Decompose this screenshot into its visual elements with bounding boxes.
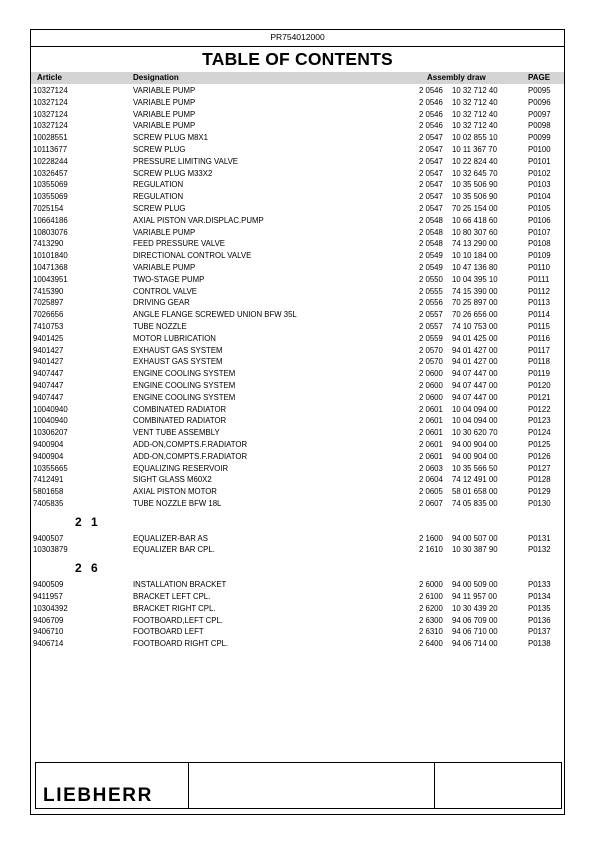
article-cell: 9401425 (33, 333, 64, 343)
article-cell: 7405835 (33, 498, 64, 508)
page-cell: P0105 (528, 203, 551, 213)
assembly-cell: 2 6400 (419, 639, 443, 649)
assembly-cell: 2 0546 (419, 86, 443, 95)
designation-cell: TWO-STAGE PUMP (133, 274, 205, 284)
assembly-cell: 2 0556 (419, 298, 443, 308)
page-cell: P0095 (528, 86, 551, 95)
footer-divider (434, 763, 435, 808)
page-cell: P0127 (528, 463, 551, 473)
page-cell: P0113 (528, 298, 550, 308)
page-cell: P0126 (528, 451, 551, 461)
article-cell: 9406714 (33, 639, 64, 649)
assembly-cell: 2 0548 (419, 215, 443, 225)
table-row (0, 191, 595, 203)
page-cell: P0111 (528, 274, 550, 284)
table-row (0, 603, 595, 615)
page-cell: P0115 (528, 321, 550, 331)
page-cell: P0106 (528, 215, 551, 225)
page-cell: P0099 (528, 133, 551, 143)
article-cell: 10303879 (33, 545, 68, 555)
table-row (0, 203, 595, 215)
page-cell: P0097 (528, 109, 551, 119)
article-cell: 10228244 (33, 156, 68, 166)
drawing-number-cell: 70 25 154 00 (452, 203, 498, 213)
assembly-cell: 2 0603 (419, 463, 443, 473)
table-row (0, 404, 595, 416)
designation-cell: SCREW PLUG M8X1 (133, 133, 208, 143)
table-row (0, 262, 595, 274)
page-cell: P0124 (528, 428, 551, 438)
page-cell: P0114 (528, 310, 550, 320)
drawing-number-cell: 58 01 658 00 (452, 487, 498, 497)
table-row (0, 579, 595, 591)
designation-cell: FOOTBOARD,LEFT CPL. (133, 615, 223, 625)
article-cell: 10327124 (33, 97, 68, 107)
page-cell: P0129 (528, 487, 551, 497)
drawing-number-cell: 10 04 094 00 (452, 416, 498, 426)
drawing-number-cell: 70 25 897 00 (452, 298, 498, 308)
drawing-number-cell: 94 00 904 00 (452, 439, 498, 449)
designation-cell: ANGLE FLANGE SCREWED UNION BFW 35L (133, 310, 297, 320)
page-cell: P0117 (528, 345, 550, 355)
drawing-number-cell: 10 22 824 40 (452, 156, 498, 166)
section-heading (0, 556, 595, 574)
page-cell: P0109 (528, 251, 551, 261)
assembly-cell: 2 0547 (419, 133, 443, 143)
table-row (0, 626, 595, 638)
drawing-number-cell: 10 04 094 00 (452, 404, 498, 414)
article-cell: 9401427 (33, 357, 64, 367)
drawing-number-cell: 74 13 290 00 (452, 239, 498, 249)
article-cell: 7413290 (33, 239, 64, 249)
article-cell: 7410753 (33, 321, 64, 331)
article-cell: 9407447 (33, 369, 64, 379)
article-cell: 10803076 (33, 227, 68, 237)
drawing-number-cell: 74 15 390 00 (452, 286, 498, 296)
assembly-cell: 2 0570 (419, 345, 443, 355)
drawing-number-cell: 94 06 714 00 (452, 639, 498, 649)
assembly-cell: 2 0547 (419, 203, 443, 213)
page-cell: P0119 (528, 369, 550, 379)
page-cell: P0128 (528, 475, 551, 485)
drawing-number-cell: 94 07 447 00 (452, 392, 498, 402)
table-row (0, 144, 595, 156)
header-designation: Designation (133, 73, 179, 82)
table-row (0, 120, 595, 132)
article-cell: 7412491 (33, 475, 64, 485)
table-row (0, 132, 595, 144)
designation-cell: ADD-ON,COMPTS.F.RADIATOR (133, 439, 248, 449)
assembly-cell: 2 0600 (419, 369, 443, 379)
page-cell: P0110 (528, 262, 550, 272)
table-row (0, 368, 595, 380)
drawing-number-cell: 10 35 506 90 (452, 192, 498, 202)
article-cell: 10327124 (33, 121, 68, 131)
drawing-number-cell: 94 01 427 00 (452, 357, 498, 367)
designation-cell: EQUALIZER BAR CPL. (133, 545, 215, 555)
assembly-cell: 2 0555 (419, 286, 443, 296)
drawing-number-cell: 74 05 835 00 (452, 498, 498, 508)
drawing-number-cell: 10 32 712 40 (452, 109, 498, 119)
designation-cell: AXIAL PISTON MOTOR (133, 487, 217, 497)
page-cell: P0123 (528, 416, 551, 426)
table-row (0, 392, 595, 404)
drawing-number-cell: 94 01 425 00 (452, 333, 498, 343)
page-cell: P0116 (528, 333, 550, 343)
page-cell: P0112 (528, 286, 550, 296)
table-row (0, 309, 595, 321)
assembly-cell: 2 0607 (419, 498, 443, 508)
designation-cell: COMBINATED RADIATOR (133, 404, 227, 414)
assembly-cell: 2 0549 (419, 251, 443, 261)
table-row (0, 356, 595, 368)
drawing-number-cell: 10 32 712 40 (452, 86, 498, 95)
drawing-number-cell: 10 66 418 60 (452, 215, 498, 225)
article-cell: 9406709 (33, 615, 64, 625)
assembly-cell: 2 0604 (419, 475, 443, 485)
article-cell: 10664186 (33, 215, 68, 225)
article-cell: 10327124 (33, 109, 68, 119)
assembly-cell: 2 6310 (419, 627, 443, 637)
designation-cell: VARIABLE PUMP (133, 86, 196, 95)
page-cell: P0102 (528, 168, 551, 178)
assembly-cell: 2 0548 (419, 239, 443, 249)
assembly-cell: 2 6300 (419, 615, 443, 625)
article-cell: 10040940 (33, 416, 68, 426)
article-cell: 9407447 (33, 392, 64, 402)
article-cell: 7025154 (33, 203, 64, 213)
table-row (0, 615, 595, 627)
table-row (0, 321, 595, 333)
page-cell: P0134 (528, 592, 551, 602)
assembly-cell: 2 0600 (419, 392, 443, 402)
drawing-number-cell: 94 11 957 00 (452, 592, 497, 602)
table-row (0, 286, 595, 298)
designation-cell: SCREW PLUG (133, 203, 186, 213)
designation-cell: VARIABLE PUMP (133, 227, 196, 237)
designation-cell: ENGINE COOLING SYSTEM (133, 369, 236, 379)
designation-cell: FOOTBOARD LEFT (133, 627, 204, 637)
drawing-number-cell: 10 04 395 10 (452, 274, 498, 284)
table-row (0, 498, 595, 510)
article-cell: 9406710 (33, 627, 64, 637)
drawing-number-cell: 94 06 709 00 (452, 615, 498, 625)
table-row (0, 439, 595, 451)
table-row (0, 486, 595, 498)
page-cell: P0121 (528, 392, 551, 402)
assembly-cell: 2 0601 (419, 404, 443, 414)
drawing-number-cell: 10 35 566 50 (452, 463, 498, 473)
designation-cell: MOTOR LUBRICATION (133, 333, 216, 343)
table-header (31, 72, 564, 84)
assembly-cell: 2 0546 (419, 97, 443, 107)
designation-cell: REGULATION (133, 192, 184, 202)
page-cell: P0100 (528, 144, 551, 154)
designation-cell: CONTROL VALVE (133, 286, 197, 296)
assembly-cell: 2 0547 (419, 156, 443, 166)
page-cell: P0098 (528, 121, 551, 131)
article-cell: 10113677 (33, 144, 68, 154)
article-cell: 9400904 (33, 451, 64, 461)
page-cell: P0103 (528, 180, 551, 190)
designation-cell: ENGINE COOLING SYSTEM (133, 380, 236, 390)
table-row (0, 215, 595, 227)
drawing-number-cell: 10 02 855 10 (452, 133, 498, 143)
page-title: TABLE OF CONTENTS (202, 49, 393, 69)
drawing-number-cell: 10 32 712 40 (452, 121, 498, 131)
article-cell: 9411957 (33, 592, 63, 602)
page-cell: P0120 (528, 380, 551, 390)
drawing-number-cell: 74 12 491 00 (452, 475, 498, 485)
drawing-number-cell: 70 26 656 00 (452, 310, 498, 320)
table-row (0, 85, 595, 97)
article-cell: 10028551 (33, 133, 68, 143)
table-row (0, 333, 595, 345)
drawing-number-cell: 94 00 904 00 (452, 451, 498, 461)
assembly-cell: 2 0557 (419, 321, 443, 331)
table-row (0, 156, 595, 168)
page-cell: P0101 (528, 156, 551, 166)
designation-cell: FEED PRESSURE VALVE (133, 239, 226, 249)
assembly-cell: 2 0605 (419, 487, 443, 497)
designation-cell: COMBINATED RADIATOR (133, 416, 227, 426)
designation-cell: AXIAL PISTON VAR.DISPLAC.PUMP (133, 215, 264, 225)
designation-cell: SIGHT GLASS M60X2 (133, 475, 212, 485)
assembly-cell: 2 0559 (419, 333, 443, 343)
article-cell: 10471368 (33, 262, 68, 272)
drawing-number-cell: 94 01 427 00 (452, 345, 498, 355)
designation-cell: BRACKET LEFT CPL. (133, 592, 211, 602)
header-article: Article (37, 73, 62, 82)
drawing-number-cell: 10 35 506 90 (452, 180, 498, 190)
drawing-number-cell: 10 80 307 60 (452, 227, 498, 237)
assembly-cell: 2 0547 (419, 168, 443, 178)
designation-cell: DIRECTIONAL CONTROL VALVE (133, 251, 252, 261)
article-cell: 9400507 (33, 533, 64, 543)
article-cell: 7025897 (33, 298, 64, 308)
row-group-c (0, 579, 595, 650)
designation-cell: SCREW PLUG (133, 144, 186, 154)
drawing-number-cell: 10 10 184 00 (452, 251, 498, 261)
drawing-number-cell: 94 00 509 00 (452, 580, 498, 590)
article-cell: 10306207 (33, 428, 68, 438)
designation-cell: VENT TUBE ASSEMBLY (133, 428, 220, 438)
footer-block (35, 762, 562, 809)
section-label: 2 6 (75, 561, 101, 576)
assembly-cell: 2 0546 (419, 121, 443, 131)
drawing-number-cell: 10 32 645 70 (452, 168, 498, 178)
table-row (0, 97, 595, 109)
article-cell: 10355069 (33, 192, 68, 202)
table-row (0, 474, 595, 486)
page-cell: P0130 (528, 498, 551, 508)
article-cell: 7026656 (33, 310, 64, 320)
article-cell: 10304392 (33, 603, 68, 613)
assembly-cell: 2 0550 (419, 274, 443, 284)
article-cell: 10101840 (33, 251, 68, 261)
table-row (0, 463, 595, 475)
article-cell: 9400904 (33, 439, 64, 449)
designation-cell: DRIVING GEAR (133, 298, 190, 308)
article-cell: 10043951 (33, 274, 68, 284)
designation-cell: EXHAUST GAS SYSTEM (133, 357, 223, 367)
document-id: PR754012000 (270, 32, 325, 42)
row-group-b (0, 533, 595, 557)
row-group-a (0, 85, 595, 510)
page-cell: P0125 (528, 439, 551, 449)
table-row (0, 227, 595, 239)
assembly-cell: 2 0547 (419, 144, 443, 154)
designation-cell: VARIABLE PUMP (133, 109, 196, 119)
page-cell: P0118 (528, 357, 550, 367)
header-page: PAGE (528, 73, 551, 82)
table-row (0, 179, 595, 191)
drawing-number-cell: 74 10 753 00 (452, 321, 498, 331)
page-cell: P0136 (528, 615, 551, 625)
assembly-cell: 2 6000 (419, 580, 443, 590)
table-row (0, 415, 595, 427)
assembly-cell: 2 0546 (419, 109, 443, 119)
assembly-cell: 2 0547 (419, 192, 443, 202)
page-cell: P0137 (528, 627, 551, 637)
assembly-cell: 2 0549 (419, 262, 443, 272)
page-cell: P0104 (528, 192, 551, 202)
page-cell: P0107 (528, 227, 551, 237)
table-row (0, 380, 595, 392)
designation-cell: EXHAUST GAS SYSTEM (133, 345, 223, 355)
table-row (0, 238, 595, 250)
article-cell: 10326457 (33, 168, 68, 178)
header-assembly-draw: Assembly draw (427, 73, 486, 82)
section-heading (0, 510, 595, 528)
article-cell: 7415390 (33, 286, 64, 296)
page-cell: P0108 (528, 239, 551, 249)
designation-cell: ENGINE COOLING SYSTEM (133, 392, 236, 402)
table-row (0, 591, 595, 603)
table-row (0, 533, 595, 545)
drawing-number-cell: 10 47 136 80 (452, 262, 498, 272)
page-cell: P0132 (528, 545, 551, 555)
designation-cell: VARIABLE PUMP (133, 97, 196, 107)
drawing-number-cell: 94 07 447 00 (452, 380, 498, 390)
designation-cell: VARIABLE PUMP (133, 262, 196, 272)
liebherr-logo: LIEBHERR (43, 785, 153, 806)
designation-cell: SCREW PLUG M33X2 (133, 168, 213, 178)
assembly-cell: 2 1610 (419, 545, 443, 555)
section-label: 2 1 (75, 514, 101, 529)
designation-cell: BRACKET RIGHT CPL. (133, 603, 216, 613)
page-cell: P0133 (528, 580, 551, 590)
table-row (0, 250, 595, 262)
assembly-cell: 2 0601 (419, 451, 443, 461)
designation-cell: EQUALIZER-BAR AS (133, 533, 208, 543)
article-cell: 10355665 (33, 463, 68, 473)
drawing-number-cell: 10 11 367 70 (452, 144, 497, 154)
page-cell: P0135 (528, 603, 551, 613)
table-row (0, 451, 595, 463)
assembly-cell: 2 0601 (419, 439, 443, 449)
assembly-cell: 2 1600 (419, 533, 443, 543)
assembly-cell: 2 0547 (419, 180, 443, 190)
designation-cell: TUBE NOZZLE BFW 18L (133, 498, 222, 508)
drawing-number-cell: 10 30 387 90 (452, 545, 498, 555)
article-cell: 10327124 (33, 86, 68, 95)
contents-table (0, 85, 595, 650)
table-row (0, 168, 595, 180)
designation-cell: TUBE NOZZLE (133, 321, 187, 331)
designation-cell: FOOTBOARD RIGHT CPL. (133, 639, 229, 649)
designation-cell: EQUALIZING RESERVOIR (133, 463, 229, 473)
page-cell: P0131 (528, 533, 551, 543)
designation-cell: VARIABLE PUMP (133, 121, 196, 131)
article-cell: 9401427 (33, 345, 64, 355)
article-cell: 5801658 (33, 487, 64, 497)
assembly-cell: 2 0548 (419, 227, 443, 237)
table-row (0, 109, 595, 121)
drawing-number-cell: 10 32 712 40 (452, 97, 498, 107)
table-row (0, 274, 595, 286)
article-cell: 9407447 (33, 380, 64, 390)
page-cell: P0122 (528, 404, 551, 414)
footer-divider (188, 763, 189, 808)
assembly-cell: 2 0600 (419, 380, 443, 390)
assembly-cell: 2 0601 (419, 416, 443, 426)
table-row (0, 544, 595, 556)
page-cell: P0138 (528, 639, 551, 649)
designation-cell: REGULATION (133, 180, 184, 190)
assembly-cell: 2 6100 (419, 592, 443, 602)
article-cell: 9400509 (33, 580, 64, 590)
drawing-number-cell: 94 07 447 00 (452, 369, 498, 379)
designation-cell: INSTALLATION BRACKET (133, 580, 227, 590)
designation-cell: PRESSURE LIMITING VALVE (133, 156, 238, 166)
table-row (0, 345, 595, 357)
article-cell: 10355069 (33, 180, 68, 190)
page-cell: P0096 (528, 97, 551, 107)
article-cell: 10040940 (33, 404, 68, 414)
assembly-cell: 2 0570 (419, 357, 443, 367)
designation-cell: ADD-ON,COMPTS.F.RADIATOR (133, 451, 248, 461)
drawing-number-cell: 94 06 710 00 (452, 627, 498, 637)
drawing-number-cell: 94 00 507 00 (452, 533, 498, 543)
assembly-cell: 2 0557 (419, 310, 443, 320)
table-row (0, 427, 595, 439)
drawing-number-cell: 10 30 439 20 (452, 603, 498, 613)
assembly-cell: 2 0601 (419, 428, 443, 438)
assembly-cell: 2 6200 (419, 603, 443, 613)
table-row (0, 638, 595, 650)
drawing-number-cell: 10 30 620 70 (452, 428, 498, 438)
table-row (0, 297, 595, 309)
